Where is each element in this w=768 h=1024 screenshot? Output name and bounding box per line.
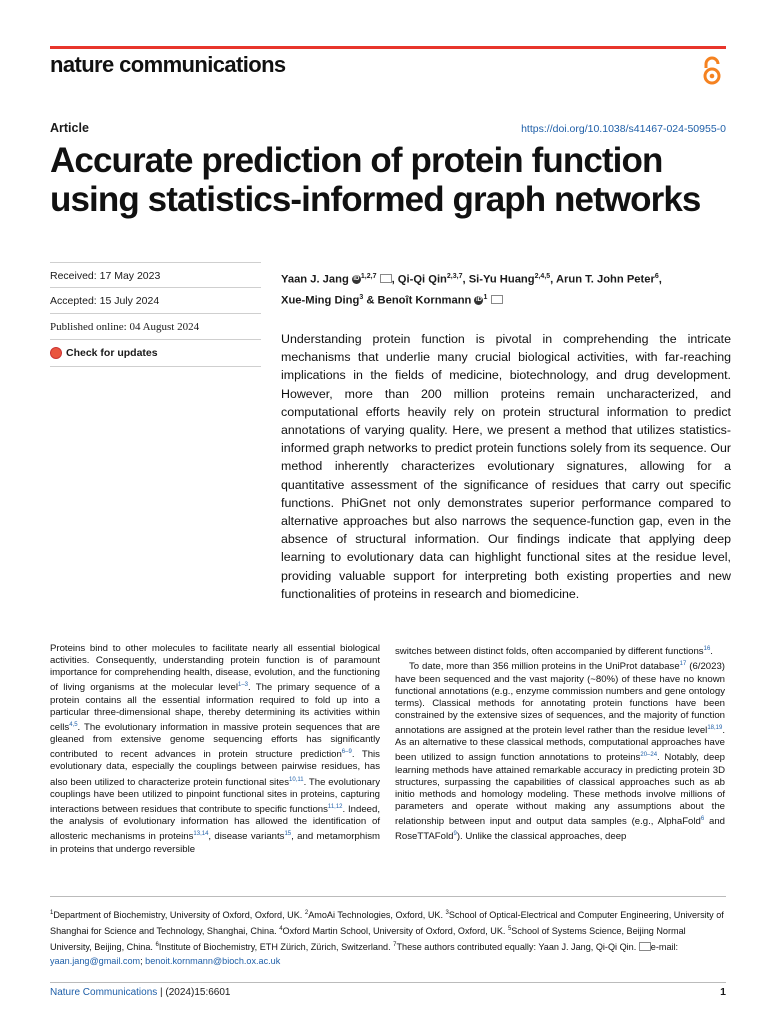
author-name[interactable]: Yaan J. Jang	[281, 273, 349, 286]
reference-link[interactable]: 10,11	[289, 776, 304, 783]
reference-link[interactable]: 6–9	[341, 749, 352, 756]
abstract: Understanding protein function is pivotal in comprehending the intricate mechanisms that underlie many crucial biological activities, with far-reaching implications in the fields of medicine, biotechnology, and drug development. However, more than 200 million proteins remain uncharacterized, and computational efforts heavily rely on protein structural information to predict annotations of varying quality. Here, we present a method that utilizes statistics-informed graph networks to predict protein functions solely from its sequence. Our method inherently characterizes evolutionary signatures, allowing for a quantitative assessment of the significance of residues that carry out specific functions. PhiGnet not only demonstrates superior performance compared to alternative approaches but also narrows the sequence-function gap, even in the absence of structural information. Our findings indicate that applying deep learning to evolutionary data can highlight functional sites at the residue level, providing valuable support for interpreting both existing properties and new functionalities of proteins in research and biomedicine.	[281, 332, 731, 601]
author-name[interactable]: Xue-Ming Ding	[281, 294, 360, 307]
reference-link[interactable]: 15	[284, 831, 292, 838]
author-list	[281, 268, 731, 309]
author-affil: 3	[359, 293, 364, 301]
journal-name[interactable]: nature communications	[50, 52, 286, 77]
reference-link[interactable]: 9	[453, 831, 457, 838]
orcid-icon[interactable]: iD	[475, 297, 482, 304]
footer-divider	[50, 982, 726, 983]
accepted-date: Accepted: 15 July 2024	[50, 295, 160, 307]
author-name[interactable]: , Qi-Qi Qin	[391, 273, 447, 286]
body-paragraph: switches between distinct folds, often accompanied by different functions$^{16}$.	[395, 646, 713, 658]
author-affil: 1	[483, 293, 488, 301]
footer-journal-link[interactable]: Nature Communications	[50, 987, 158, 998]
crossmark-icon	[50, 347, 62, 359]
doi-link[interactable]: https://doi.org/10.1038/s41467-024-50955-0	[521, 123, 726, 135]
author-affil: 6	[654, 273, 659, 280]
reference-link[interactable]: 6	[700, 815, 705, 822]
meta-divider	[50, 339, 261, 340]
author-affil: 2,4,5	[534, 273, 551, 280]
page-number: 1	[720, 986, 726, 998]
header-rule	[50, 46, 726, 49]
reference-link[interactable]: 17	[679, 661, 687, 668]
author-name[interactable]: & Benoît Kornmann	[363, 294, 472, 307]
reference-link[interactable]: 4,5	[69, 721, 78, 728]
email-link[interactable]: benoit.kornmann@bioch.ox.ac.uk	[145, 956, 281, 967]
body-paragraph: Proteins bind to other molecules to facilitate nearly all essential biological activities. Consequently, understanding protein function is of paramount importance for comprehending health, disease, evolution, and the functioning of living organisms at the molecular level$^{1-3}$. The primary sequence of a protein contains all the essential information required to fold up into a particular three-dimensional shape, thereby determining its activities within cells$^{4,5}$. The evolutionary information in massive protein sequences that are gleaned from extensive genome sequencing efforts has significantly contributed to recent advances in protein structure prediction$^{6-9}$. This evolutionary data, especially the couplings between pairwise residues, has also been utilized to characterize protein functional sites$^{10,11}$. The evolutionary couplings have been utilized to pinpoint functional sites in proteins, capturing interactions between residues that contribute to specific functions$^{11,12}$. Indeed, the analysis of evolutionary information has allowed the identification of allosteric mechanisms in proteins$^{13,14}$, disease variants$^{15}$, and metamorphism in proteins that undergo reversible	[50, 643, 381, 855]
meta-divider	[50, 287, 261, 288]
meta-divider	[50, 262, 261, 263]
author-affil: 2,3,7	[446, 273, 463, 280]
reference-link[interactable]: 1–3	[238, 682, 249, 689]
affiliation-divider	[50, 896, 726, 897]
author-separator: ,	[658, 273, 662, 286]
footer-citation: Nature Communications | (2024)15:6601	[50, 987, 231, 998]
body-column-left	[50, 643, 380, 856]
author-affil: 1,2,7	[360, 273, 377, 280]
body-column-right	[395, 643, 725, 844]
reference-link[interactable]: 11,12	[327, 803, 343, 810]
affiliations: $^1$Department of Biochemistry, University of Oxford, Oxford, UK. $^2$AmoAi Technologies, Oxford, UK. $^3$School of Optical-Electrical and Computer Engineering, University of Shanghai for Science and Technology, Shanghai, China. $^4$Oxford Martin School, University of Oxford, Oxford, UK. $^5$School of Systems Science, Beijing Normal University, Beijing, China. $^6$Institute of Biochemistry, ETH Zürich, Zürich, Switzerland. $^7$These authors contributed equally: Yaan J. Jang, Qi-Qi Qin. e-mail: yaan.jang@gmail.com; benoit.kornmann@bioch.ox.ac.uk	[50, 910, 724, 967]
author-name[interactable]: , Si-Yu Huang	[462, 273, 535, 286]
open-access-icon	[700, 56, 724, 86]
email-icon	[639, 942, 651, 951]
email-link[interactable]: yaan.jang@gmail.com	[50, 956, 141, 967]
reference-link[interactable]: 13,14	[193, 831, 209, 838]
reference-link[interactable]: 20–24	[640, 752, 658, 759]
article-type: Article	[50, 121, 89, 135]
email-icon[interactable]	[380, 274, 392, 283]
orcid-icon[interactable]: iD	[353, 276, 360, 283]
body-paragraph: To date, more than 356 million proteins in the UniProt database$^{17}$ (6/2023) have been sequenced and the vast majority (~80%) of these have no known functional annotations (e.g., enzyme commission numbers and gene ontology terms). Classical methods for annotating protein functions have been constrained by the extensive sizes of sequences, and the majority of function annotations are assigned at the protein level rather than the residue level$^{18,19}$. As an alternative to these classical methods, computational approaches have been utilized to assign function annotations to proteins$^{20-24}$. Notably, deep learning methods have attained remarkable accuracy in predicting protein 3D structures, surpassing the capabilities of classical approaches such as ab initio methods and homology modeling. These methods involve millions of parameters and operate without making any assumptions about the relationship between input and output data samples (e.g., AlphaFold$^6$ and RoseTTAFold$^9$). Unlike the classical approaches, deep	[395, 661, 725, 843]
author-name[interactable]: , Arun T. John Peter	[550, 273, 655, 286]
received-date: Received: 17 May 2023	[50, 270, 161, 282]
article-title: Accurate prediction of protein function using statistics-informed graph networks	[50, 141, 701, 219]
reference-link[interactable]: 16	[703, 646, 711, 652]
published-date: Published online: 04 August 2024	[50, 321, 200, 333]
email-icon[interactable]	[491, 295, 503, 304]
meta-divider	[50, 313, 261, 314]
meta-divider	[50, 366, 261, 367]
reference-link[interactable]: 18,19	[707, 724, 723, 731]
check-for-updates-label: Check for updates	[66, 347, 158, 359]
check-for-updates[interactable]	[50, 347, 261, 359]
